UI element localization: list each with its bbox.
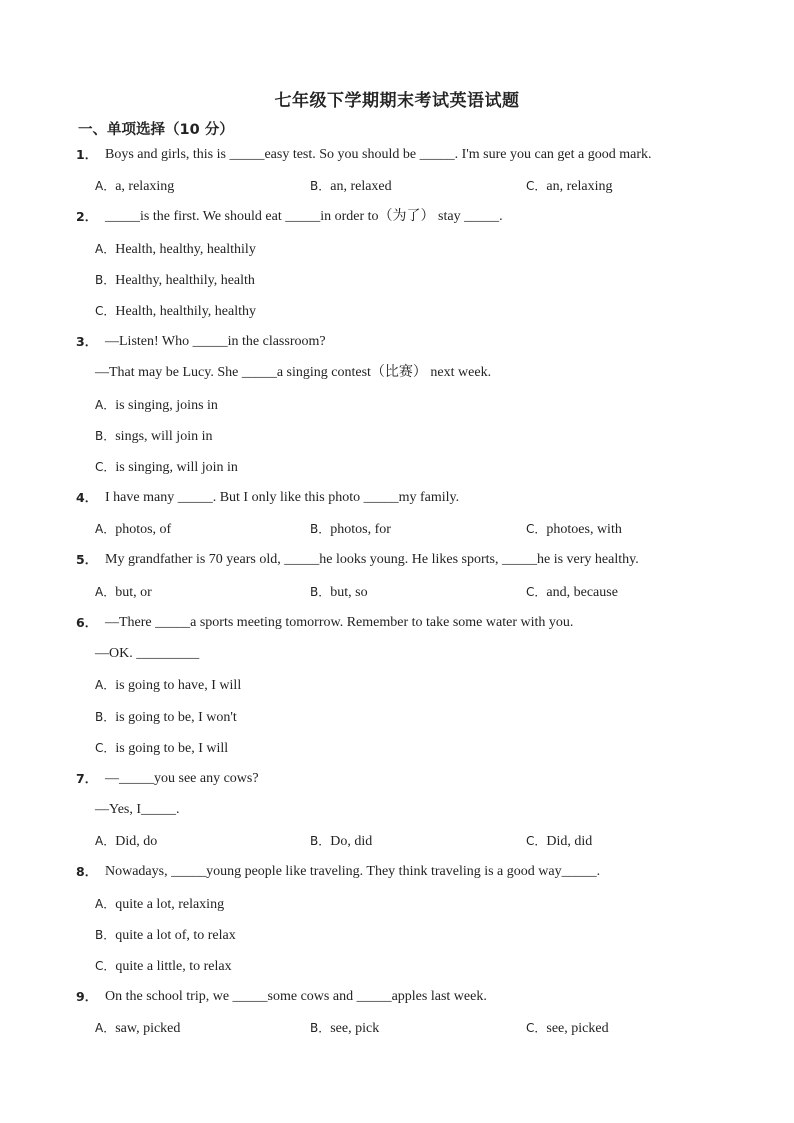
option-text: see, pick: [330, 1021, 380, 1036]
option-text: Did, did: [546, 834, 593, 849]
page-title: 七年级下学期期末考试英语试题: [274, 91, 520, 111]
option-b: [310, 832, 372, 851]
option-text: Do, did: [330, 834, 373, 849]
option-letter: A．: [95, 1021, 116, 1035]
option-letter: C．: [95, 741, 116, 755]
option-letter: C．: [526, 585, 547, 599]
section-heading: 一、单项选择（10 分）: [78, 122, 234, 138]
option-letter: C．: [526, 179, 547, 193]
option-letter: A．: [95, 834, 116, 848]
option-text: photos, for: [330, 522, 391, 537]
option-a: [95, 583, 152, 602]
option-letter: B．: [310, 179, 331, 193]
option-b: [310, 1019, 379, 1038]
option-letter: A．: [95, 522, 116, 536]
option-a: [95, 895, 224, 914]
option-text: Did, do: [115, 834, 158, 849]
option-letter: B．: [310, 1021, 331, 1035]
option-letter: B．: [310, 522, 331, 536]
option-a: [95, 520, 171, 539]
question-number: 1．: [76, 147, 98, 162]
option-text: Health, healthily, healthy: [115, 304, 256, 319]
option-letter: A．: [95, 678, 116, 692]
question-text: —OK. _________: [95, 646, 200, 661]
question-text: —That may be Lucy. She _____a singing contest（比赛） next week.: [95, 365, 492, 380]
option-text: quite a lot of, to relax: [115, 928, 236, 943]
option-c: [95, 957, 232, 976]
option-b: [95, 708, 237, 727]
question-number: 6．: [76, 615, 98, 630]
option-text: photoes, with: [546, 522, 622, 537]
option-text: and, because: [546, 585, 618, 600]
option-letter: A．: [95, 179, 116, 193]
option-text: but, or: [115, 585, 152, 600]
option-letter: C．: [526, 1021, 547, 1035]
option-text: is going to be, I will: [115, 741, 229, 756]
option-text: see, picked: [546, 1021, 609, 1036]
option-c: [95, 458, 238, 477]
question-text: —_____you see any cows?: [105, 771, 259, 786]
question-number: 3．: [76, 334, 98, 349]
option-text: Healthy, healthily, health: [115, 273, 255, 288]
question-text: Nowadays, _____young people like traveling. They think traveling is a good way_____.: [105, 864, 601, 879]
option-letter: B．: [95, 429, 116, 443]
question-text: —Listen! Who _____in the classroom?: [105, 334, 326, 349]
option-a: [95, 832, 157, 851]
option-c: [526, 832, 592, 851]
option-text: quite a lot, relaxing: [115, 897, 225, 912]
option-c: [95, 739, 228, 758]
option-a: [95, 396, 218, 415]
question-number: 7．: [76, 771, 98, 786]
option-text: quite a little, to relax: [115, 959, 232, 974]
option-b: [310, 583, 368, 602]
option-text: is going to be, I won't: [115, 710, 237, 725]
option-c: [526, 520, 622, 539]
question-text: —There _____a sports meeting tomorrow. Remember to take some water with you.: [105, 615, 574, 630]
question-text: —Yes, I_____.: [95, 802, 180, 817]
option-letter: C．: [95, 304, 116, 318]
option-letter: C．: [95, 959, 116, 973]
option-text: photos, of: [115, 522, 172, 537]
question-text: _____is the first. We should eat _____in order to（为了） stay _____.: [105, 209, 503, 224]
option-text: a, relaxing: [115, 179, 175, 194]
option-letter: A．: [95, 585, 116, 599]
option-text: sings, will join in: [115, 429, 213, 444]
option-b: [310, 177, 392, 196]
option-text: is going to have, I will: [115, 678, 242, 693]
question-number: 2．: [76, 209, 98, 224]
option-b: [95, 271, 255, 290]
option-text: but, so: [330, 585, 368, 600]
option-c: [95, 302, 256, 321]
option-text: is singing, joins in: [115, 398, 218, 413]
option-b: [310, 520, 391, 539]
option-text: saw, picked: [115, 1021, 181, 1036]
question-number: 5．: [76, 552, 98, 567]
question-text: On the school trip, we _____some cows and _____apples last week.: [105, 989, 487, 1004]
question-number: 9．: [76, 989, 98, 1004]
option-letter: C．: [526, 834, 547, 848]
option-c: [526, 583, 618, 602]
option-letter: B．: [95, 273, 116, 287]
option-b: [95, 926, 236, 945]
option-a: [95, 1019, 180, 1038]
option-letter: A．: [95, 897, 116, 911]
option-letter: C．: [526, 522, 547, 536]
option-a: [95, 177, 174, 196]
option-b: [95, 427, 212, 446]
option-letter: A．: [95, 242, 116, 256]
option-a: [95, 676, 241, 695]
question-text: I have many _____. But I only like this photo _____my family.: [105, 490, 460, 505]
question-text: My grandfather is 70 years old, _____he looks young. He likes sports, _____he is very healthy.: [105, 552, 639, 567]
option-text: an, relaxing: [546, 179, 613, 194]
question-text: Boys and girls, this is _____easy test. So you should be _____. I'm sure you can get a good mark.: [105, 147, 652, 162]
question-number: 4．: [76, 490, 98, 505]
option-letter: B．: [95, 928, 116, 942]
option-c: [526, 1019, 609, 1038]
option-letter: C．: [95, 460, 116, 474]
option-a: [95, 240, 256, 259]
option-letter: B．: [95, 710, 116, 724]
option-text: Health, healthy, healthily: [115, 242, 256, 257]
option-letter: B．: [310, 834, 331, 848]
option-letter: B．: [310, 585, 331, 599]
question-number: 8．: [76, 864, 98, 879]
option-text: is singing, will join in: [115, 460, 238, 475]
option-text: an, relaxed: [330, 179, 392, 194]
option-c: [526, 177, 612, 196]
option-letter: A．: [95, 398, 116, 412]
